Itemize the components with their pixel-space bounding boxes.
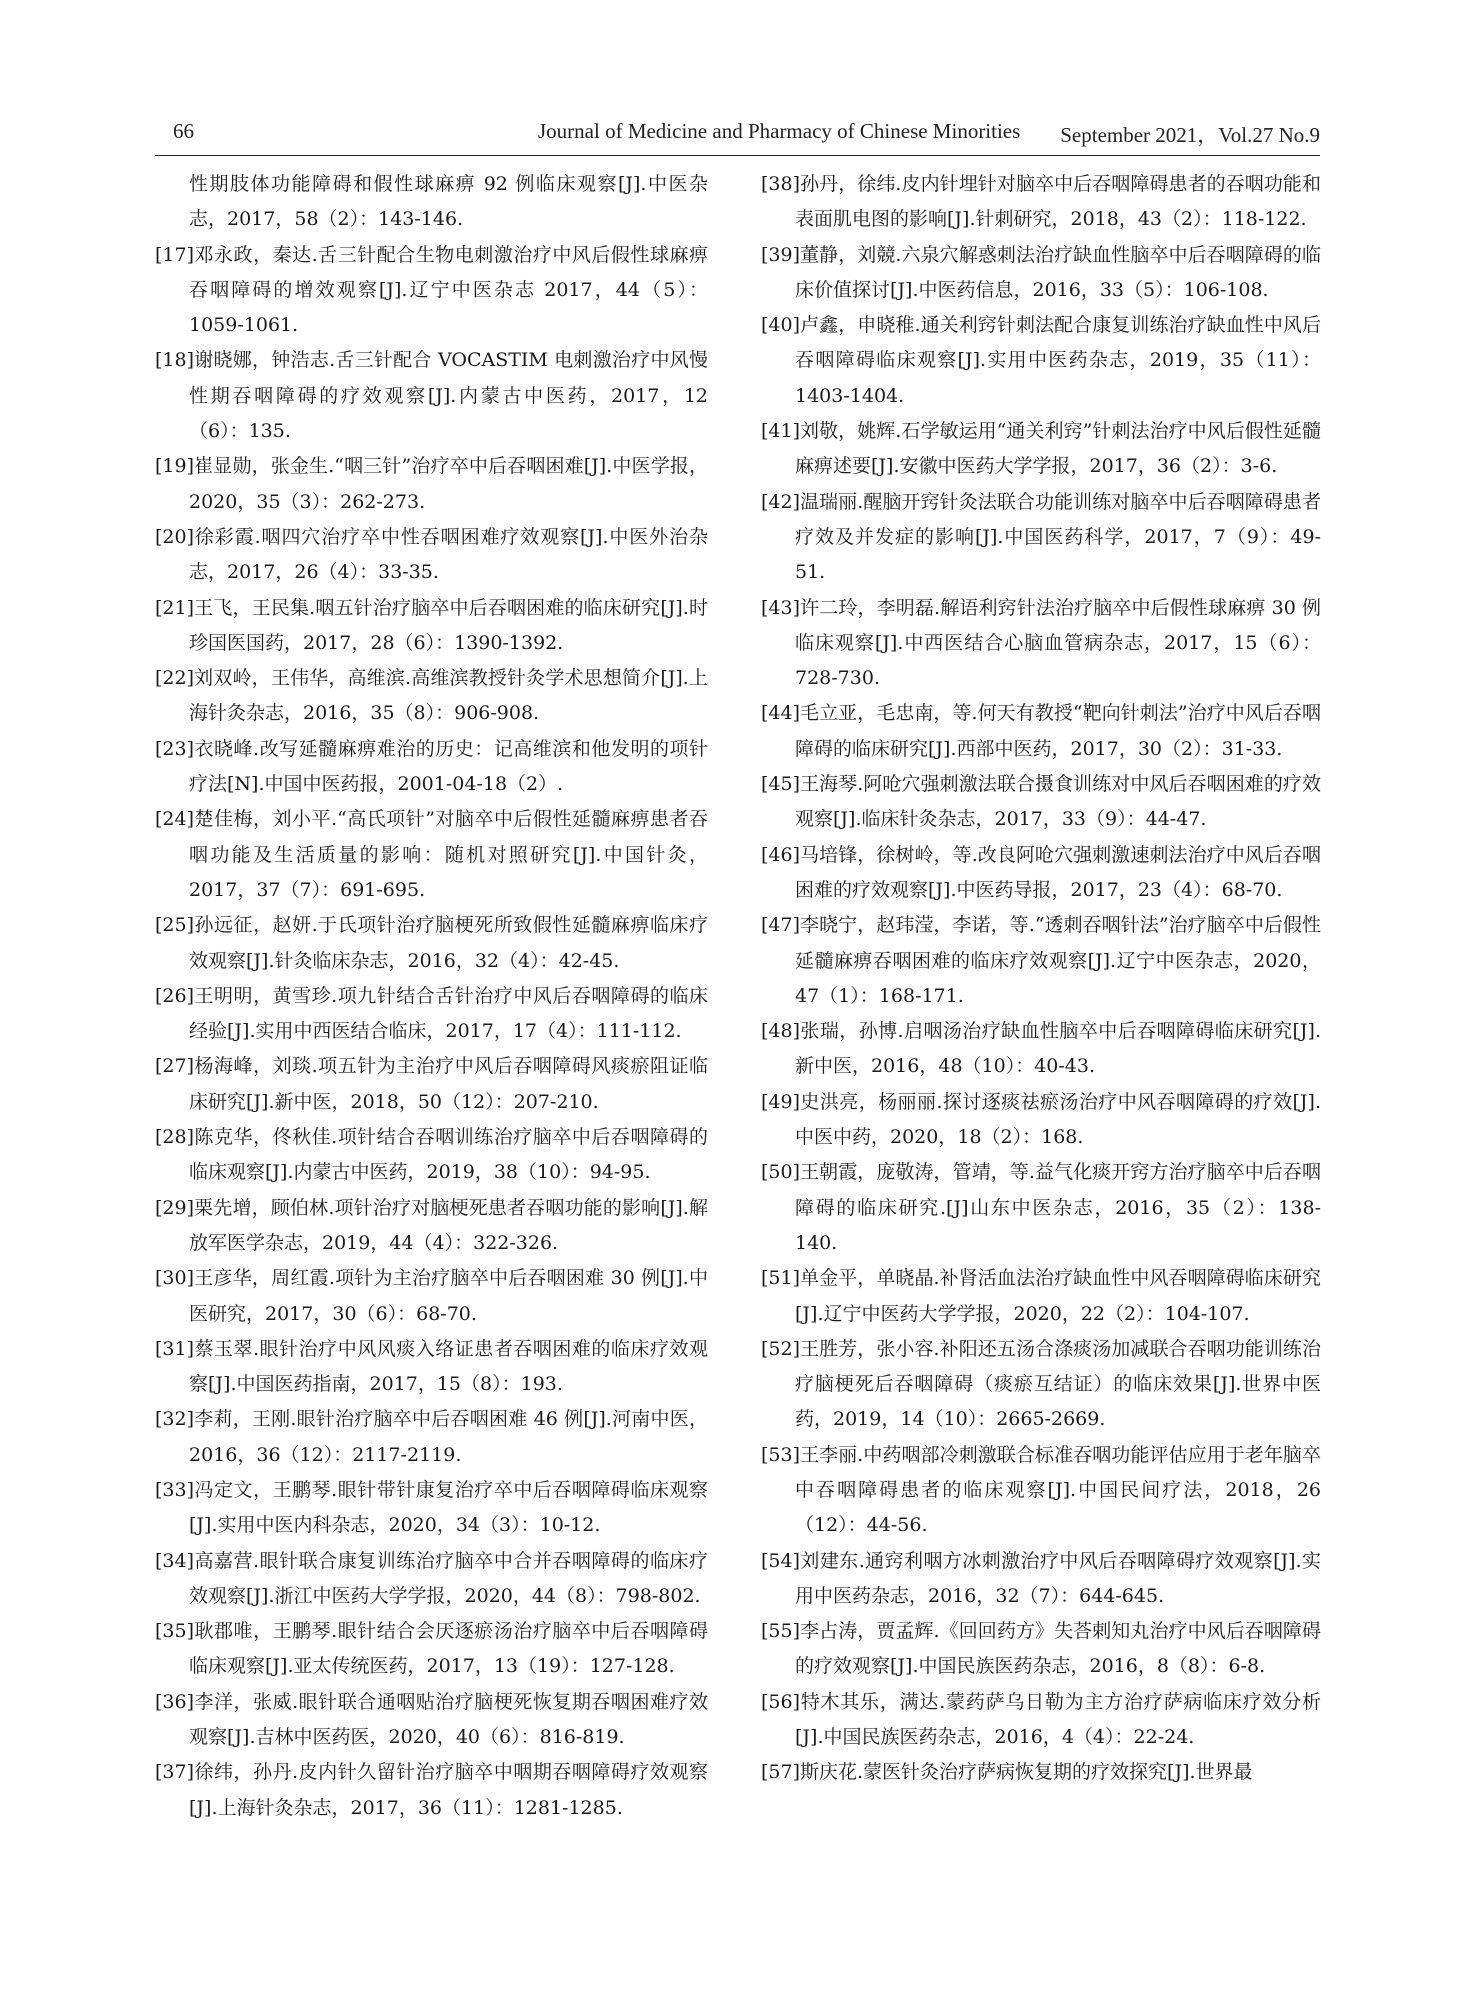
reference-item: 性期肢体功能障碍和假性球麻痹 92 例临床观察[J].中医杂志，2017，58（2）：143-146. xyxy=(189,173,708,231)
reference-item: [33]冯定文，王鹏琴.眼针带针康复治疗卒中后吞咽障碍临床观察[J].实用中医内科杂志，2020，34（3）：10-12. xyxy=(155,1478,708,1537)
reference-item: [23]衣晓峰.改写延髓麻痹难治的历史：记高维滨和他发明的项针疗法[N].中国中医药报，2001-04-18（2）. xyxy=(155,737,708,796)
reference-item: [55]李占涛，贾孟辉.《回回药方》失荅剌知丸治疗中风后吞咽障碍的疗效观察[J].中国民族医药杂志，2016，8（8）：6-8. xyxy=(761,1620,1321,1678)
reference-item: [24]楚佳梅，刘小平.“高氏项针”对脑卒中后假性延髓麻痹患者吞咽功能及生活质量的影响：随机对照研究[J].中国针灸，2017，37（7）：691-695. xyxy=(155,808,708,901)
reference-item: [17]邓永政，秦达.舌三针配合生物电刺激治疗中风后假性球麻痹吞咽障碍的增效观察[J].辽宁中医杂志 2017，44（5）：1059-1061. xyxy=(155,243,708,337)
reference-item: [40]卢鑫，申晓稚.通关利窍针刺法配合康复训练治疗缺血性中风后吞咽障碍临床观察[J].实用中医药杂志，2019，35（11）：1403-1404. xyxy=(761,314,1321,407)
reference-item: [51]单金平，单晓晶.补肾活血法治疗缺血性中风吞咽障碍临床研究[J].辽宁中医药大学学报，2020，22（2）：104-107. xyxy=(761,1267,1321,1325)
reference-item: [25]孙远征，赵妍.于氏项针治疗脑梗死所致假性延髓麻痹临床疗效观察[J].针灸临床杂志，2016，32（4）：42-45. xyxy=(155,914,708,972)
reference-item: [54]刘建东.通窍利咽方冰刺激治疗中风后吞咽障碍疗效观察[J].实用中医药杂志，2016，32（7）：644-645. xyxy=(761,1549,1321,1607)
running-header xyxy=(155,115,1320,156)
reference-item: [36]李洋，张威.眼针联合通咽贴治疗脑梗死恢复期吞咽困难疗效观察[J].吉林中医药医，2020，40（6）：816-819. xyxy=(155,1690,708,1749)
reference-item: [19]崔显勋，张金生.“咽三针”治疗卒中后吞咽困难[J].中医学报，2020，35（3）：262-273. xyxy=(155,455,708,513)
reference-item: [35]耿郡唯，王鹏琴.眼针结合会厌逐瘀汤治疗脑卒中后吞咽障碍临床观察[J].亚太传统医药，2017，13（19）：127-128. xyxy=(155,1620,708,1678)
reference-item: [29]栗先增，顾伯林.项针治疗对脑梗死患者吞咽功能的影响[J].解放军医学杂志，2019，44（4）：322-326. xyxy=(155,1196,708,1254)
reference-item: [37]徐纬，孙丹.皮内针久留针治疗脑卒中咽期吞咽障碍疗效观察[J].上海针灸杂志，2017，36（11）：1281-1285. xyxy=(155,1761,708,1819)
reference-item: [53]王李丽.中药咽部冷刺激联合标准吞咽功能评估应用于老年脑卒中吞咽障碍患者的临床观察[J].中国民间疗法，2018，26（12）：44-56. xyxy=(761,1443,1321,1537)
reference-item: [30]王彦华，周红霞.项针为主治疗脑卒中后吞咽困难 30 例[J].中医研究，2017，30（6）：68-70. xyxy=(155,1267,708,1325)
reference-item: [45]王海琴.阿呛穴强刺激法联合摄食训练对中风后吞咽困难的疗效观察[J].临床针灸杂志，2017，33（9）：44-47. xyxy=(761,773,1321,831)
reference-item: [52]王胜芳，张小容.补阳还五汤合涤痰汤加减联合吞咽功能训练治疗脑梗死后吞咽障碍（痰瘀互结证）的临床效果[J].世界中医药，2019，14（10）：2665-2669. xyxy=(761,1337,1321,1431)
issue-info: September 2021，Vol.27 No.9 xyxy=(1060,123,1320,147)
reference-item: [39]董静，刘競.六泉穴解惑刺法治疗缺血性脑卒中后吞咽障碍的临床价值探讨[J].中医药信息，2016，33（5）：106-108. xyxy=(761,243,1321,301)
reference-item: [34]高嘉营.眼针联合康复训练治疗脑卒中合并吞咽障碍的临床疗效观察[J].浙江中医药大学学报，2020，44（8）：798-802. xyxy=(155,1549,708,1607)
reference-item: [43]许二玲，李明磊.解语利窍针法治疗脑卒中后假性球麻痹 30 例临床观察[J].中西医结合心脑血管病杂志，2017，15（6）：728-730. xyxy=(761,596,1321,690)
reference-item: [41]刘敬，姚辉.石学敏运用“通关利窍”针刺法治疗中风后假性延髓麻痹述要[J].安徽中医药大学学报，2017，36（2）：3-6. xyxy=(761,420,1321,478)
page-number: 66 xyxy=(173,119,194,143)
reference-item: [20]徐彩霞.咽四穴治疗卒中性吞咽困难疗效观察[J].中医外治杂志，2017，26（4）：33-35. xyxy=(155,525,708,584)
journal-name: Journal of Medicine and Pharmacy of Chinese Minorities xyxy=(538,119,1021,143)
reference-item: [49]史洪亮，杨丽丽.探讨逐痰祛瘀汤治疗中风吞咽障碍的疗效[J].中医中药，2020，18（2）：168. xyxy=(761,1090,1321,1149)
reference-item: [46]马培锋，徐树岭，等.改良阿呛穴强刺激速刺法治疗中风后吞咽困难的疗效观察[J].中医药导报，2017，23（4）：68-70. xyxy=(761,843,1321,901)
reference-item: [50]王朝霞，庞敬涛，管靖，等.益气化痰开窍方治疗脑卒中后吞咽障碍的临床研究.[J]山东中医杂志，2016，35（2）：138-140. xyxy=(761,1161,1321,1254)
reference-item: [27]杨海峰，刘琰.项五针为主治疗中风后吞咽障碍风痰瘀阻证临床研究[J].新中医，2018，50（12）：207-210. xyxy=(155,1055,708,1113)
reference-item: [32]李莉，王刚.眼针治疗脑卒中后吞咽困难 46 例[J].河南中医，2016，36（12）：2117-2119. xyxy=(155,1408,708,1466)
reference-item: [47]李晓宁，赵玮滢，李诺，等.“透刺吞咽针法”治疗脑卒中后假性延髓麻痹吞咽困难的临床疗效观察[J].辽宁中医杂志，2020，47（1）：168-171. xyxy=(761,914,1321,1007)
reference-item: [44]毛立亚，毛忠南，等.何天有教授“靶向针刺法”治疗中风后吞咽障碍的临床研究[J].西部中医药，2017，30（2）：31-33. xyxy=(761,702,1321,760)
reference-item: [56]特木其乐，满达.蒙药萨乌日勒为主方治疗萨病临床疗效分析[J].中国民族医药杂志，2016，4（4）：22-24. xyxy=(761,1690,1321,1749)
reference-item: [31]蔡玉翠.眼针治疗中风风痰入络证患者吞咽困难的临床疗效观察[J].中国医药指南，2017，15（8）：193. xyxy=(155,1337,708,1396)
reference-item: [42]温瑞丽.醒脑开窍针灸法联合功能训练对脑卒中后吞咽障碍患者疗效及并发症的影响[J].中国医药科学，2017，7（9）：49-51. xyxy=(761,490,1321,584)
reference-item: [57]斯庆花.蒙医针灸治疗萨病恢复期的疗效探究[J].世界最 xyxy=(761,1761,1253,1784)
reference-item: [38]孙丹，徐纬.皮内针埋针对脑卒中后吞咽障碍患者的吞咽功能和表面肌电图的影响[J].针刺研究，2018，43（2）：118-122. xyxy=(761,173,1321,231)
right-column xyxy=(761,167,1321,1791)
left-column xyxy=(155,167,708,1826)
reference-item: [48]张瑞，孙博.启咽汤治疗缺血性脑卒中后吞咽障碍临床研究[J].新中医，2016，48（10）：40-43. xyxy=(761,1020,1321,1078)
reference-item: [21]王飞，王民集.咽五针治疗脑卒中后吞咽困难的临床研究[J].时珍国医国药，2017，28（6）：1390-1392. xyxy=(155,596,708,654)
reference-item: [18]谢晓娜，钟浩志.舌三针配合 VOCASTIM 电刺激治疗中风慢性期吞咽障碍的疗效观察[J].内蒙古中医药，2017，12（6）：135. xyxy=(155,349,708,443)
reference-item: [22]刘双岭，王伟华，高维滨.高维滨教授针灸学术思想简介[J].上海针灸杂志，2016，35（8）：906-908. xyxy=(155,667,708,725)
reference-item: [28]陈克华，佟秋佳.项针结合吞咽训练治疗脑卒中后吞咽障碍的临床观察[J].内蒙古中医药，2019，38（10）：94-95. xyxy=(155,1126,708,1184)
reference-item: [26]王明明，黄雪珍.项九针结合舌针治疗中风后吞咽障碍的临床经验[J].实用中西医结合临床，2017，17（4）：111-112. xyxy=(155,984,708,1043)
